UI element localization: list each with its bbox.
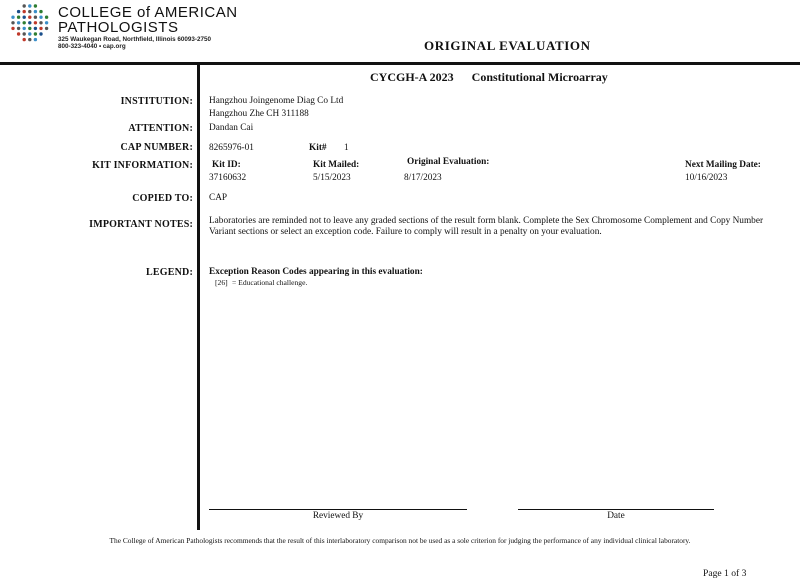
institution-name: Hangzhou Joingenome Diag Co Ltd: [209, 96, 344, 106]
kit-id-value: 37160632: [209, 173, 247, 183]
page-number: Page 1 of 3: [703, 568, 747, 579]
kit-id-label: Kit ID:: [212, 160, 241, 170]
logo-dot: [28, 4, 31, 7]
legend-title: Exception Reason Codes appearing in this evaluation:: [209, 267, 423, 277]
org-name-line2: PATHOLOGISTS: [58, 19, 179, 36]
logo-dot: [23, 38, 26, 41]
org-address: 325 Waukegan Road, Northfield, Illinois 60093-2750: [58, 36, 212, 43]
legend-description: = Educational challenge.: [232, 278, 308, 287]
date-caption: Date: [607, 511, 625, 521]
logo-dot: [34, 21, 37, 24]
kit-mailed-value: 5/15/2023: [313, 173, 351, 183]
copied-to-value: CAP: [209, 193, 228, 203]
logo-dot: [11, 27, 14, 30]
logo-dot: [11, 16, 14, 19]
program-name: Constitutional Microarray: [471, 70, 608, 84]
logo-dot: [28, 32, 31, 35]
logo-dot: [34, 4, 37, 7]
important-notes-text: Laboratories are reminded not to leave any graded sections of the result form blank. Complete the Sex Chromosome Complement and Copy Number Variant sections or select an exception code. Failure to comply will result in a penalty on your evaluation.: [209, 216, 764, 237]
program-code: CYCGH-A 2023: [370, 70, 454, 84]
logo-dot: [17, 16, 20, 19]
institution-city: Hangzhou Zhe CH 311188: [209, 109, 309, 119]
logo-dot: [39, 10, 42, 13]
logo-dot: [45, 27, 48, 30]
attention-label: ATTENTION:: [128, 123, 193, 134]
reviewed-by-line: [209, 509, 467, 510]
logo-dot: [45, 21, 48, 24]
logo-dot: [34, 27, 37, 30]
original-evaluation-value: 8/17/2023: [404, 173, 442, 183]
reviewed-by-caption: Reviewed By: [312, 511, 364, 521]
legend-label: LEGEND:: [146, 267, 193, 278]
logo-dot: [34, 16, 37, 19]
date-line: [518, 509, 714, 510]
logo-dot: [28, 10, 31, 13]
logo-dot: [39, 27, 42, 30]
logo-dot: [17, 10, 20, 13]
original-evaluation-label: Original Evaluation:: [407, 157, 490, 167]
logo-dot: [28, 21, 31, 24]
next-mailing-value: 10/16/2023: [685, 173, 728, 183]
logo-dot: [28, 27, 31, 30]
logo-dot: [39, 32, 42, 35]
logo-dot: [39, 21, 42, 24]
logo-dot: [28, 16, 31, 19]
logo-dot: [11, 21, 14, 24]
logo-dot: [23, 16, 26, 19]
logo-dot: [23, 10, 26, 13]
kit-hash-label: Kit#: [309, 143, 327, 153]
logo-dot: [23, 4, 26, 7]
cap-logo-icon: [10, 3, 50, 43]
attention-value: Dandan Cai: [209, 123, 254, 133]
column-divider: [197, 65, 200, 530]
next-mailing-label: Next Mailing Date:: [685, 160, 761, 170]
logo-dot: [39, 16, 42, 19]
kit-information-label: KIT INFORMATION:: [92, 160, 193, 171]
logo-dot: [28, 38, 31, 41]
logo-dot: [34, 32, 37, 35]
legend-code: [26]: [215, 278, 228, 287]
footer-disclaimer: The College of American Pathologists recommends that the result of this interlaboratory comparison not be used as a sole criterion for judging the performance of any individual clinical laboratory.: [109, 536, 691, 545]
cap-number-value: 8265976-01: [209, 143, 254, 153]
logo-dot: [23, 27, 26, 30]
header-divider: [0, 62, 800, 65]
org-contact: 800-323-4040 • cap.org: [58, 43, 126, 50]
kit-mailed-label: Kit Mailed:: [313, 160, 360, 170]
logo-dot: [23, 21, 26, 24]
logo-dot: [23, 32, 26, 35]
logo-dot: [45, 16, 48, 19]
important-notes-label: IMPORTANT NOTES:: [89, 219, 193, 230]
program-title: [370, 70, 608, 85]
logo-dot: [17, 21, 20, 24]
logo-dot: [34, 10, 37, 13]
logo-dot: [34, 38, 37, 41]
cap-number-label: CAP NUMBER:: [120, 142, 193, 153]
institution-label: INSTITUTION:: [120, 96, 193, 107]
logo-dot: [17, 32, 20, 35]
logo-dot: [17, 27, 20, 30]
copied-to-label: COPIED TO:: [132, 193, 193, 204]
org-name-line1: COLLEGE of AMERICAN: [58, 4, 238, 21]
document-title: ORIGINAL EVALUATION: [424, 38, 591, 53]
kit-hash-value: 1: [344, 143, 349, 153]
